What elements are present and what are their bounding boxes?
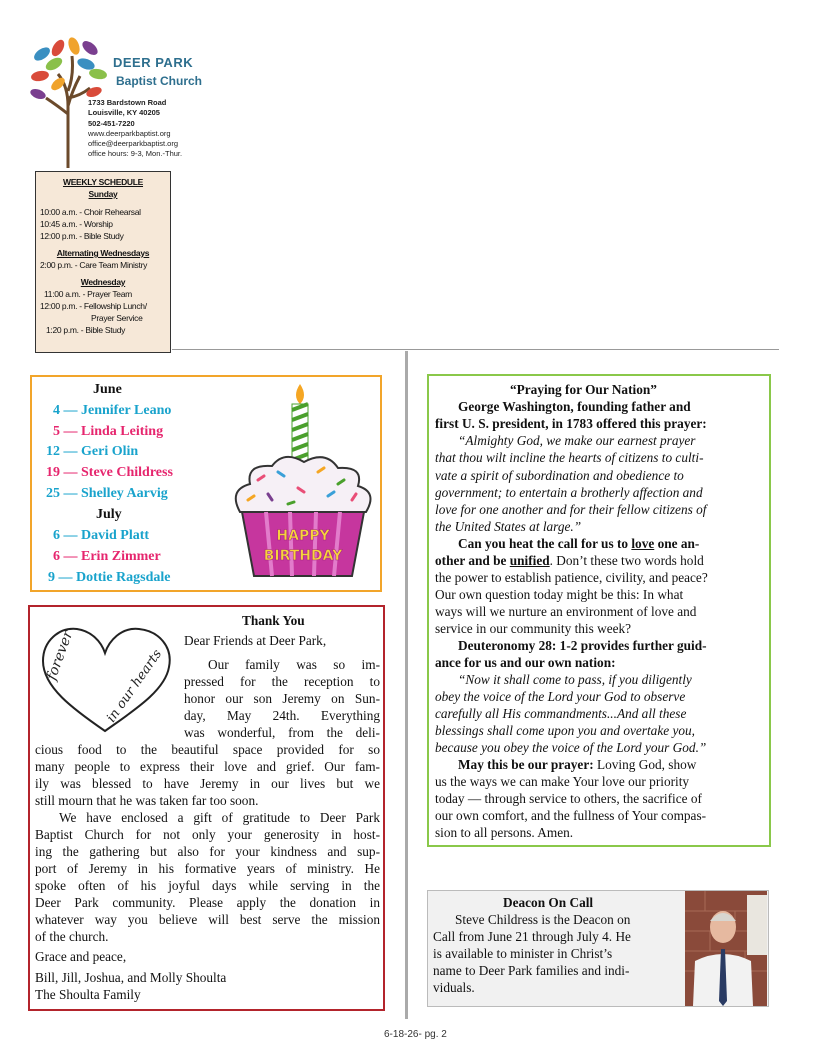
closing-rest: Loving God, show [593, 757, 697, 772]
prayer-deut-quote: blessings shall come upon you and overtake you, [435, 723, 695, 738]
schedule-item: Prayer Service [91, 313, 143, 323]
svg-text:forever: forever [43, 628, 77, 683]
thank-you-line: pressed for the reception to [184, 674, 380, 689]
prayer-line: ways will we nurture an environment of love and [435, 604, 697, 619]
thank-you-title: Thank You [242, 613, 305, 628]
birthday-month-july: July [96, 507, 122, 522]
prayer-intro: first U. S. president, in 1783 offered this prayer: [435, 416, 707, 431]
svg-text:BIRTHDAY: BIRTHDAY [263, 548, 343, 564]
prayer-deut-line: ance for us and our own nation: [435, 655, 616, 670]
thank-you-line: ily was blessed to have Jeremy in our lives but we [35, 776, 380, 791]
deacon-line: Call from June 21 through July 4. He [433, 929, 631, 944]
schedule-item: 2:00 p.m. - Care Team Ministry [40, 260, 148, 270]
call-love: love [631, 536, 655, 551]
birthday-entry: 19 — Steve Childress [46, 465, 173, 480]
deacon-photo [685, 891, 767, 1006]
thank-you-line: many people to express their love and grief. Our fam- [35, 759, 380, 774]
prayer-quote-line: “Almighty God, we make our earnest prayer [458, 433, 696, 448]
thank-you-line: spoke often of his joyful days while serving in the [35, 878, 380, 893]
page-footer: 6-18-26- pg. 2 [384, 1029, 447, 1040]
prayer-quote-line: government; to entertain a brotherly affection and [435, 485, 703, 500]
thank-you-line: We have enclosed a gift of gratitude to Deer Park [59, 810, 380, 825]
prayer-quote-line: the United States at large.” [435, 519, 582, 534]
prayer-deut-line: Deuteronomy 28: 1-2 provides further guid- [458, 638, 707, 653]
thank-you-line: day, May 24th. Everything [184, 708, 380, 723]
call-unified: unified [509, 553, 550, 568]
birthday-entry: 12 — Geri Olin [46, 444, 139, 459]
email-link[interactable]: office@deerparkbaptist.org [88, 139, 179, 149]
prayer-deut-quote: “Now it shall come to pass, if you diligently [458, 672, 692, 687]
prayer-call-line [458, 535, 699, 552]
closing-bold: May this be our prayer: [458, 757, 594, 772]
thank-you-line: of the church. [35, 929, 109, 944]
prayer-title: “Praying for Our Nation” [510, 382, 657, 397]
schedule-wed-heading: Wednesday [80, 277, 126, 287]
prayer-intro: George Washington, founding father and [458, 399, 691, 414]
call-text: one an- [654, 536, 700, 551]
prayer-quote-line: vate a spirit of subordination and obedience to [435, 468, 684, 483]
prayer-line: Our own question today might be this: In what [435, 587, 684, 602]
schedule-item: 12:00 p.m. - Fellowship Lunch/ [40, 301, 147, 311]
deacon-line: is available to minister in Christ’s [433, 946, 613, 961]
schedule-item: 12:00 p.m. - Bible Study [40, 231, 124, 241]
city-state-zip: Louisville, KY 40205 [88, 108, 160, 118]
thank-you-line: still mourn that he was taken far too soon. [35, 793, 259, 808]
thank-you-greeting: Dear Friends at Deer Park, [184, 633, 327, 648]
church-address [88, 98, 182, 160]
heart-illustration [33, 613, 181, 741]
thank-you-signature: Bill, Jill, Joshua, and Molly Shoulta [35, 970, 227, 985]
thank-you-line: was wonderful, from the deli- [184, 725, 380, 740]
thank-you-line: ing the gathering but also for your kindness and sup- [35, 844, 380, 859]
schedule-item: 1:20 p.m. - Bible Study [46, 325, 126, 335]
prayer-line: service in our community this week? [435, 621, 632, 636]
website-link[interactable]: www.deerparkbaptist.org [88, 128, 171, 138]
thank-you-line: Baptist Church for not only your generosity in host- [35, 827, 380, 842]
birthday-entry: 6 — David Platt [53, 528, 150, 543]
prayer-closing-line [458, 756, 696, 773]
prayer-quote-line: that thou wilt incline the hearts of citizens to culti- [435, 450, 704, 465]
schedule-sunday-heading: Sunday [88, 189, 118, 199]
thank-you-line: Our family was so im- [208, 657, 380, 672]
svg-text:in our hearts: in our hearts [103, 646, 166, 726]
deacon-line: viduals. [433, 980, 475, 995]
office-hours: office hours: 9-3, Mon.-Thur. [88, 149, 183, 159]
thank-you-line: port of Jeremy in his formative years of ministry. He [35, 861, 380, 876]
birthday-entry: 4 — Jennifer Leano [53, 403, 172, 418]
phone-number: 502-451-7220 [88, 118, 135, 128]
prayer-line: sion to all persons. Amen. [435, 825, 574, 840]
prayer-line: us the ways we can make Your love our priority [435, 774, 690, 789]
birthday-month-june: June [93, 382, 122, 397]
church-name-subtitle: Baptist Church [116, 74, 203, 88]
prayer-line: the power to establish patience, civility, and peace? [435, 570, 708, 585]
column-divider [405, 351, 408, 1019]
thank-you-line: whatever way you believe will best serve the mission [35, 912, 380, 927]
church-name: DEER PARK [113, 55, 194, 70]
schedule-item: 11:00 a.m. - Prayer Team [44, 289, 132, 299]
prayer-deut-quote: obey the voice of the Lord your God to observe [435, 689, 686, 704]
schedule-altwed-heading: Alternating Wednesdays [56, 248, 150, 258]
birthday-entry: 5 — Linda Leiting [53, 424, 164, 439]
birthday-entry: 6 — Erin Zimmer [53, 549, 161, 564]
thank-you-signature: The Shoulta Family [35, 987, 141, 1002]
thank-you-line: Deer Park community. Please apply the donation in [35, 895, 380, 910]
call-text: Can you heat the call for us to [458, 536, 632, 551]
prayer-quote-line: love for one another and for their fellow citizens of [435, 502, 707, 517]
call-text: other and be [435, 553, 510, 568]
prayer-line: today — through service to others, the sacrifice of [435, 791, 702, 806]
prayer-deut-quote: carefully all His commandments...And all these [435, 706, 687, 721]
birthday-entry: 25 — Shelley Aarvig [46, 486, 168, 501]
thank-you-closing: Grace and peace, [35, 949, 127, 964]
schedule-item: 10:45 a.m. - Worship [40, 219, 113, 229]
deacon-line: name to Deer Park families and indi- [433, 963, 630, 978]
call-text: . Don’t these two words hold [549, 553, 704, 568]
horizontal-divider [172, 349, 779, 350]
prayer-call-line [435, 552, 704, 569]
thank-you-line: cious food to the beautiful space provided for so [35, 742, 380, 757]
birthday-cupcake-illustration [228, 380, 378, 580]
thank-you-line: honor our son Jeremy on Sun- [184, 691, 380, 706]
prayer-deut-quote: because you obey the voice of the Lord your God.” [435, 740, 707, 755]
schedule-title: WEEKLY SCHEDULE [62, 177, 144, 187]
svg-text:HAPPY: HAPPY [276, 528, 330, 544]
deacon-title: Deacon On Call [503, 895, 594, 910]
weekly-schedule-box [35, 171, 171, 353]
prayer-line: our own comfort, and the fullness of Your compas- [435, 808, 707, 823]
schedule-item: 10:00 a.m. - Choir Rehearsal [40, 207, 141, 217]
deacon-line: Steve Childress is the Deacon on [455, 912, 631, 927]
birthday-entry: 9 — Dottie Ragsdale [48, 570, 171, 585]
street-address: 1733 Bardstown Road [88, 98, 167, 107]
